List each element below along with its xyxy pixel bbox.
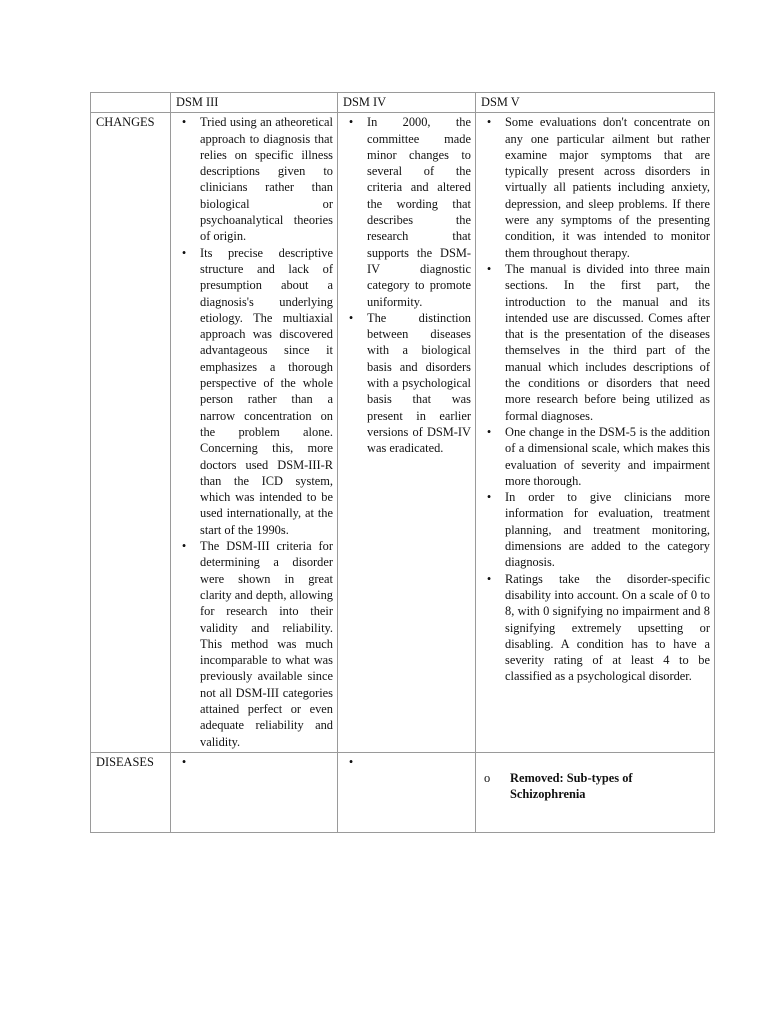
bullet-icon: • bbox=[486, 571, 492, 586]
header-dsm3: DSM III bbox=[171, 93, 338, 113]
header-row bbox=[91, 93, 715, 113]
changes-row bbox=[91, 113, 715, 753]
diseases-label: DISEASES bbox=[91, 752, 171, 832]
bullet-icon: • bbox=[486, 261, 492, 276]
bullet-icon: • bbox=[181, 539, 187, 554]
changes-dsm5-cell bbox=[476, 113, 715, 753]
bullet-icon: • bbox=[348, 310, 354, 325]
list-item: • The DSM-III criteria for determining a disorder were shown in great clarity and depth, allowing for research into their validity and reliability. This method was much incomparable to what was previously available since not all DSM-III categories attained perfect or even adequate reliability and validity. bbox=[176, 538, 333, 750]
dsm-comparison-table bbox=[90, 92, 715, 833]
list-item: • The distinction between diseases with a biological basis and disorders with a psychological basis that was present in earlier versions of DSM-IV was eradicated. bbox=[343, 310, 471, 457]
diseases-row bbox=[91, 752, 715, 832]
bullet-icon: • bbox=[181, 115, 187, 130]
list-item: • Its precise descriptive structure and lack of presumption about a diagnosis's underlying etiology. The multiaxial approach was discovered advantageous since it emphasizes a thorough perspective of the whole person rather than a narrow concentration on the problem alone. Concerning this, more doctors used DSM-III-R than the ICD system, which was intended to be used internationally, at the start of the 1990s. bbox=[176, 245, 333, 538]
header-cell-empty bbox=[91, 93, 171, 113]
list-item: • In order to give clinicians more information for evaluation, treatment planning, and treatment monitoring, dimensions are added to the category diagnosis. bbox=[481, 489, 710, 570]
hollow-bullet-icon: o bbox=[484, 770, 491, 785]
bullet-icon: • bbox=[486, 490, 492, 505]
header-dsm5: DSM V bbox=[476, 93, 715, 113]
changes-dsm4-cell bbox=[338, 113, 476, 753]
bullet-icon: • bbox=[486, 424, 492, 439]
list-item: • In 2000, the committee made minor changes to several of the criteria and altered the wording that describes the research that supports the DSM-IV diagnostic category to promote uniformity. bbox=[343, 114, 471, 310]
list-item: • Some evaluations don't concentrate on any one particular ailment but rather examine major symptoms that are typically present across disorders in virtually all patients including anxiety, depression, and sleep problems. If there were any symptoms of the presenting condition, it was intended to monitor them throughout therapy. bbox=[481, 114, 710, 261]
list-item: • Tried using an atheoretical approach to diagnosis that relies on specific illness descriptions given to clinicians rather than biological or psychoanalytical theories of origin. bbox=[176, 114, 333, 244]
bullet-icon: • bbox=[348, 754, 354, 769]
list-item: • One change in the DSM-5 is the addition of a dimensional scale, which makes this evaluation of severity and impairment more thorough. bbox=[481, 424, 710, 489]
list-item: • Ratings take the disorder-specific disability into account. On a scale of 0 to 8, with 0 signifying no impairment and 8 signifying extremely upsetting or disabling. A condition has to have a severity rating of at least 4 to be classified as a psychological disorder. bbox=[481, 571, 710, 685]
diseases-dsm4-cell bbox=[338, 752, 476, 832]
diseases-dsm3-cell bbox=[171, 752, 338, 832]
list-item: o Removed: Sub-types of Schizophrenia bbox=[484, 770, 633, 802]
diseases-dsm5-cell bbox=[476, 752, 715, 832]
changes-dsm3-cell bbox=[171, 113, 338, 753]
changes-label: CHANGES bbox=[91, 113, 171, 753]
list-item: • The manual is divided into three main sections. In the first part, the introduction to the manual and its intended use are discussed. Comes after that is the presentation of the diseases themselves in the third part of the manual which includes descriptions of the conditions or disorders that need more research before being utilized as formal diagnoses. bbox=[481, 261, 710, 424]
header-dsm4: DSM IV bbox=[338, 93, 476, 113]
bullet-icon: • bbox=[486, 115, 492, 130]
bullet-icon: • bbox=[181, 754, 187, 769]
bullet-icon: • bbox=[348, 115, 354, 130]
bullet-icon: • bbox=[181, 245, 187, 260]
